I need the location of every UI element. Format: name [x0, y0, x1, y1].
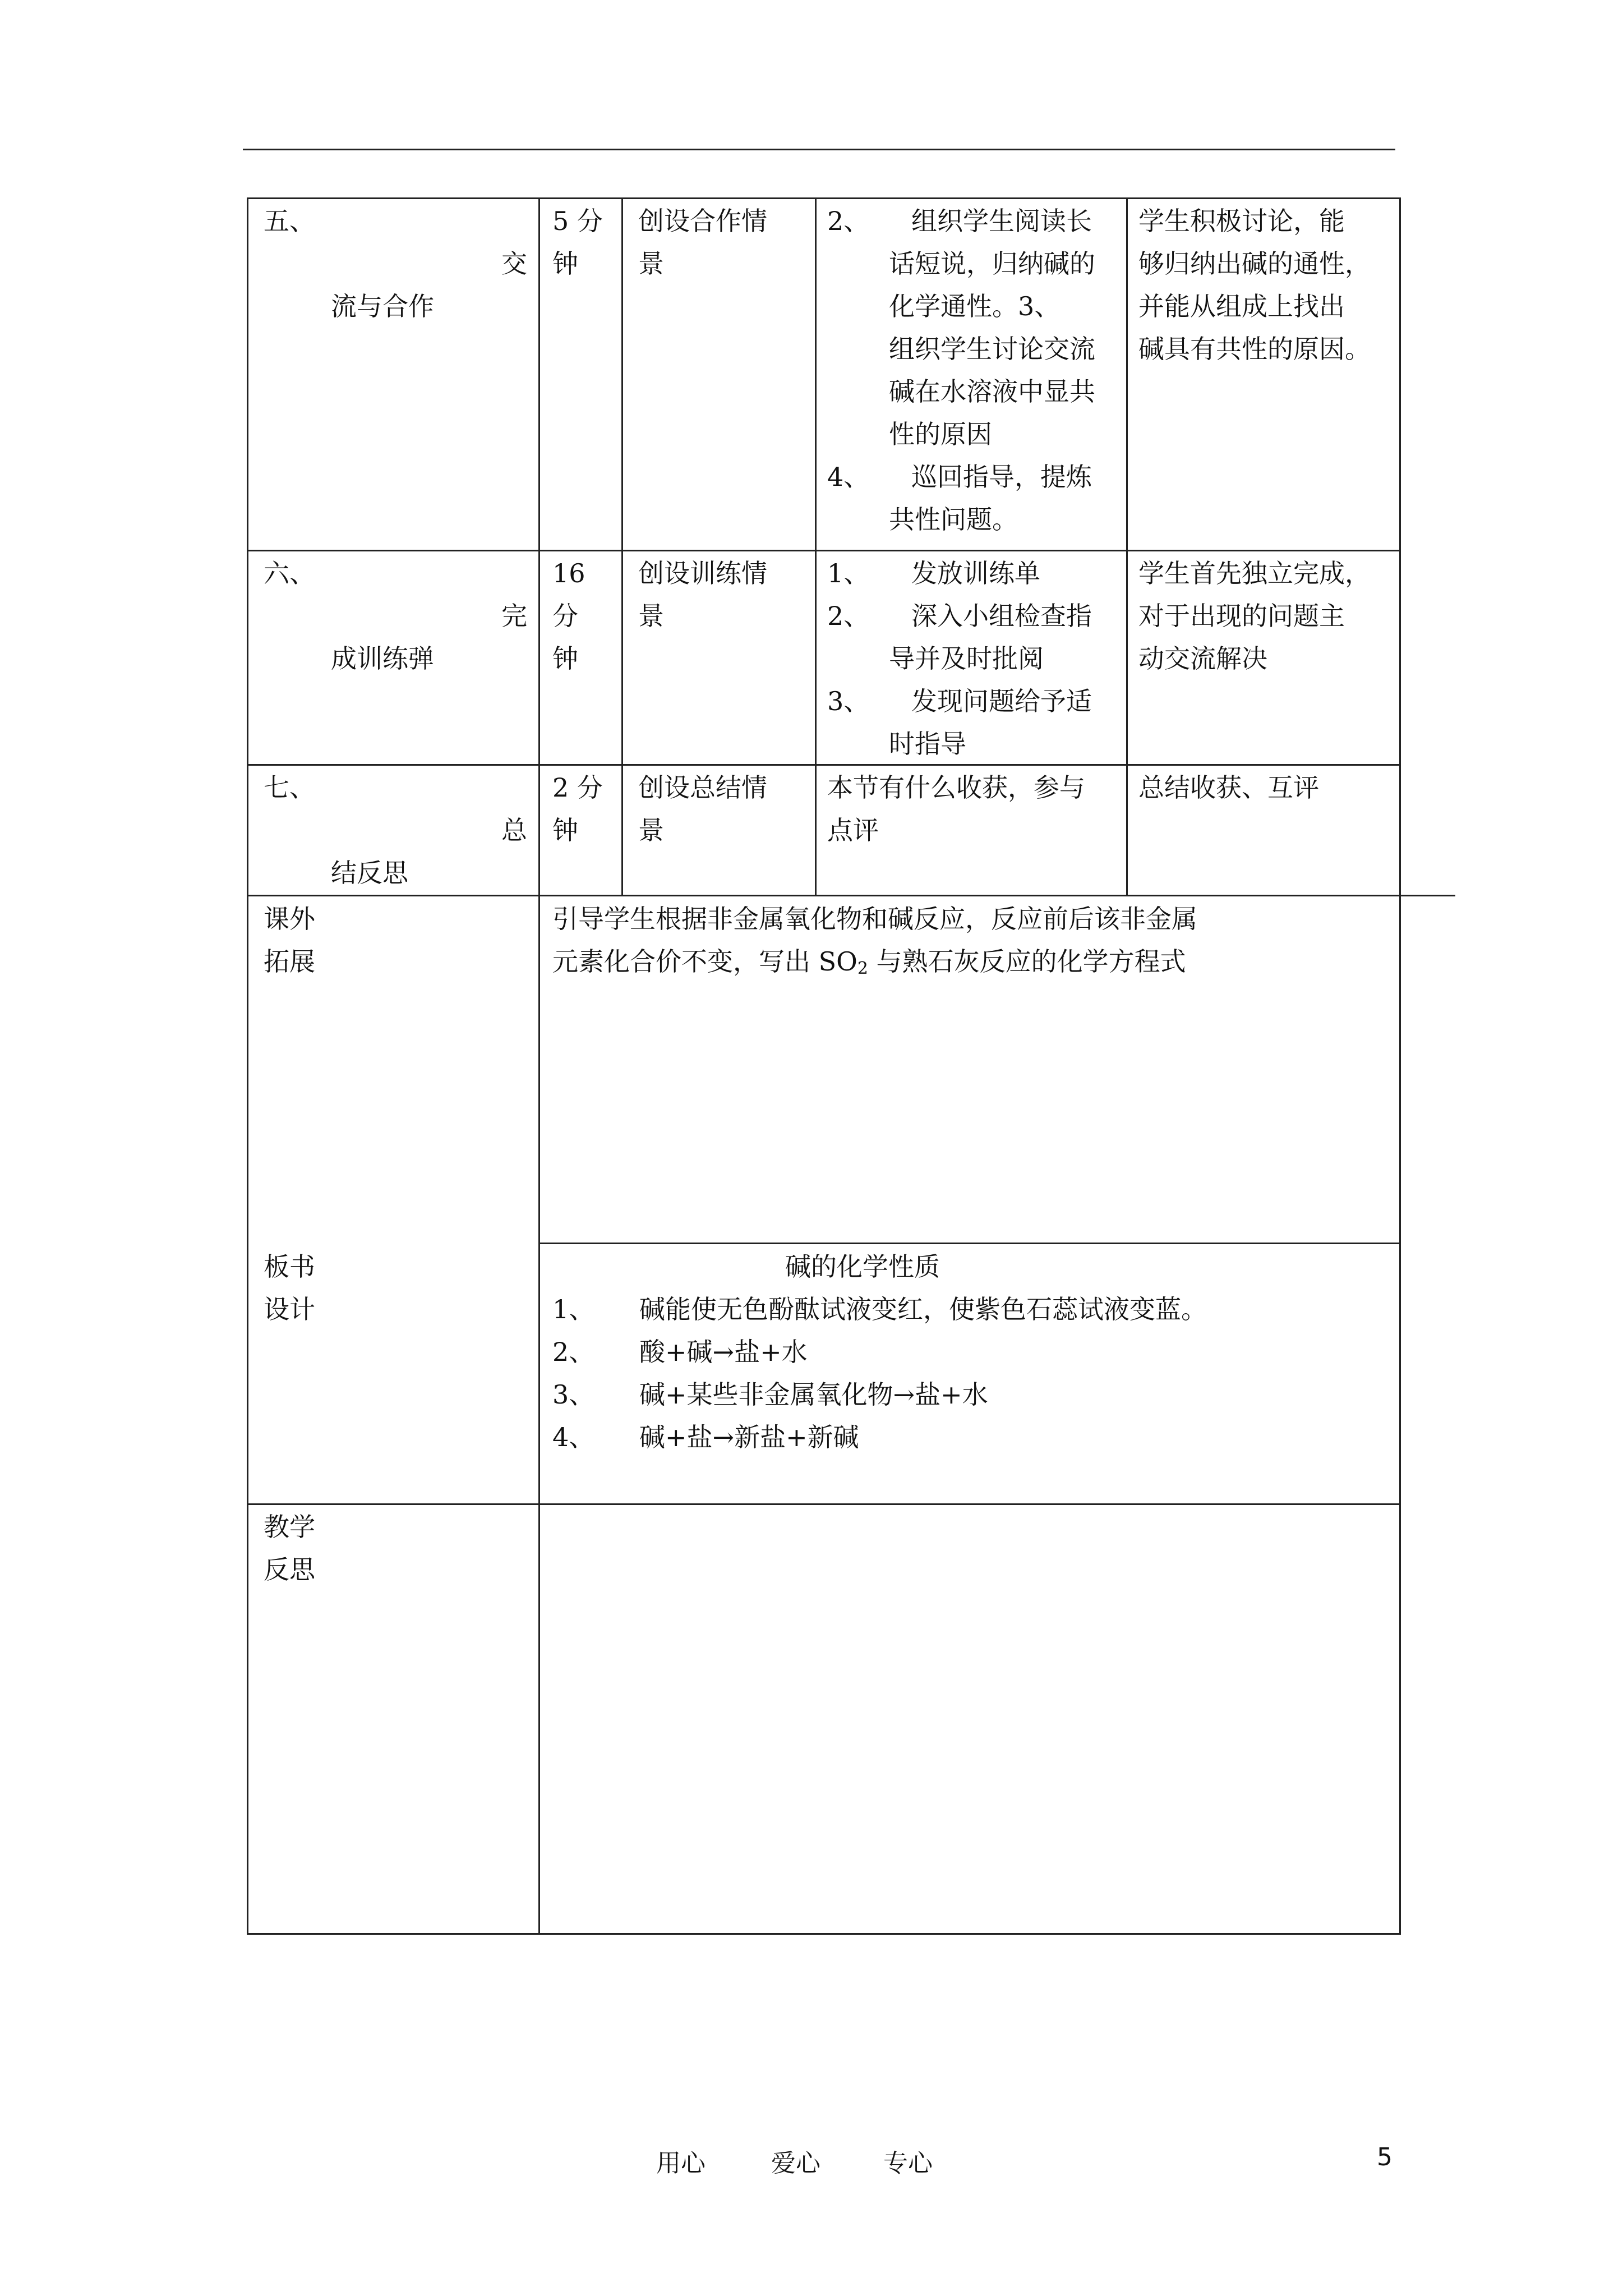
student-line: 并能从组成上找出 [1138, 291, 1345, 321]
scene-cell [638, 552, 812, 637]
board-content [552, 1245, 1394, 1458]
page-number: 5 [1377, 2143, 1393, 2171]
header-rule [243, 149, 1395, 150]
row-divider-1 [247, 550, 1401, 551]
list-item-cont: 化学通性。3、 [889, 291, 1061, 321]
row-divider-4 [538, 1243, 1401, 1244]
footer-word-3: 专心 [883, 2149, 933, 2178]
teacher-activity-cell [827, 200, 1122, 541]
list-item-cont: 性的原因 [889, 419, 992, 449]
stage-title-part2: 结反思 [331, 858, 408, 888]
stage-number: 六、 [264, 558, 315, 588]
table-border-right [1399, 197, 1401, 1933]
board-label: 板书 设计 [264, 1251, 315, 1324]
board-title: 碱的化学性质 [785, 1251, 940, 1282]
stage-number: 七、 [264, 772, 315, 803]
scene-text-1: 创设总结情 [638, 772, 767, 803]
scene-text-1: 创设合作情 [638, 206, 767, 236]
extension-line-2: 元素化合价不变，写出 $SO_2$ 与熟石灰反应的化学方程式 [552, 946, 1186, 978]
time-unit: 钟 [552, 815, 578, 845]
list-item-cont: 碱在水溶液中显共 [889, 376, 1095, 407]
subscript: 2 [857, 959, 868, 978]
list-item: 2、 组织学生阅读长 [827, 206, 1092, 236]
scene-text-2: 景 [638, 249, 664, 279]
reflection-label: 教学 反思 [264, 1512, 315, 1585]
scene-text-1: 创设训练情 [638, 558, 767, 588]
teacher-activity-cell [827, 766, 1122, 852]
student-line: 碱具有共性的原因。 [1138, 334, 1371, 364]
student-activity-cell [1138, 766, 1396, 809]
list-item-cont: 话短说，归纳碱的 [889, 249, 1095, 279]
time-cell [552, 200, 617, 285]
list-item: 1、 发放训练单 [827, 558, 1040, 588]
student-line: 学生首先独立完成， [1138, 558, 1371, 588]
time-value: 2 分 [552, 772, 603, 803]
stage-title-part2: 流与合作 [331, 291, 434, 321]
stage-cell [264, 200, 527, 328]
stage-cell [264, 552, 527, 680]
stage-title-part1: 总 [501, 815, 527, 845]
row-divider-3 [247, 895, 1455, 896]
time-value: 5 分 [552, 206, 603, 236]
time-unit: 分 [552, 601, 578, 631]
student-activity-cell [1138, 200, 1396, 370]
student-line: 动交流解决 [1138, 643, 1267, 674]
table-col-divider-2 [621, 197, 623, 895]
time-cell [552, 552, 617, 680]
footer-word-2: 爱心 [771, 2149, 820, 2178]
list-item-cont: 共性问题。 [889, 504, 1018, 535]
row-divider-5 [247, 1503, 1401, 1505]
student-line: 对于出现的问题主 [1138, 601, 1345, 631]
extension-label: 课外 拓展 [264, 904, 315, 977]
time-unit: 钟 [552, 643, 578, 674]
time-value: 16 [552, 558, 585, 588]
table-border-left [247, 197, 248, 1933]
scene-text-2: 景 [638, 601, 664, 631]
teacher-line: 本节有什么收获，参与 [827, 772, 1085, 803]
list-item: 4、 巡回指导，提炼 [827, 462, 1092, 492]
extension-content [552, 898, 1394, 990]
stage-title-part2: 成训练弹 [331, 643, 434, 674]
list-item-cont: 导并及时批阅 [889, 643, 1044, 674]
list-item-cont: 组织学生讨论交流 [889, 334, 1095, 364]
list-item: 4、 碱+盐→新盐+新碱 [552, 1422, 859, 1452]
table-col-divider-1 [538, 197, 540, 1933]
scene-cell [638, 766, 812, 852]
stage-number: 五、 [264, 206, 315, 236]
scene-text-2: 景 [638, 815, 664, 845]
table-col-divider-4 [1126, 197, 1128, 895]
table-col-divider-3 [815, 197, 817, 895]
time-unit: 钟 [552, 249, 578, 279]
list-item: 1、 碱能使无色酚酞试液变红，使紫色石蕊试液变蓝。 [552, 1294, 1207, 1324]
table-border-bottom [247, 1933, 1401, 1935]
student-line: 学生积极讨论，能 [1138, 206, 1345, 236]
list-item: 2、 深入小组检查指 [827, 601, 1092, 631]
scene-cell [638, 200, 812, 285]
teacher-line: 点评 [827, 815, 879, 845]
footer-word-1: 用心 [656, 2149, 706, 2178]
stage-cell [264, 766, 527, 894]
student-line: 够归纳出碱的通性， [1138, 249, 1371, 279]
table-border-top [247, 197, 1401, 199]
list-item-cont: 时指导 [889, 729, 966, 759]
extension-line-1: 引导学生根据非金属氧化物和碱反应，反应前后该非金属 [552, 904, 1197, 934]
row-divider-2 [247, 764, 1401, 766]
list-item: 3、 发现问题给予适 [827, 686, 1092, 716]
student-activity-cell [1138, 552, 1396, 680]
list-item: 2、 酸+碱→盐+水 [552, 1337, 808, 1367]
stage-title-part1: 交 [501, 249, 527, 279]
teacher-activity-cell [827, 552, 1122, 765]
stage-title-part1: 完 [501, 601, 527, 631]
student-line: 总结收获、互评 [1138, 772, 1319, 803]
list-item: 3、 碱+某些非金属氧化物→盐+水 [552, 1379, 988, 1410]
time-cell [552, 766, 617, 852]
